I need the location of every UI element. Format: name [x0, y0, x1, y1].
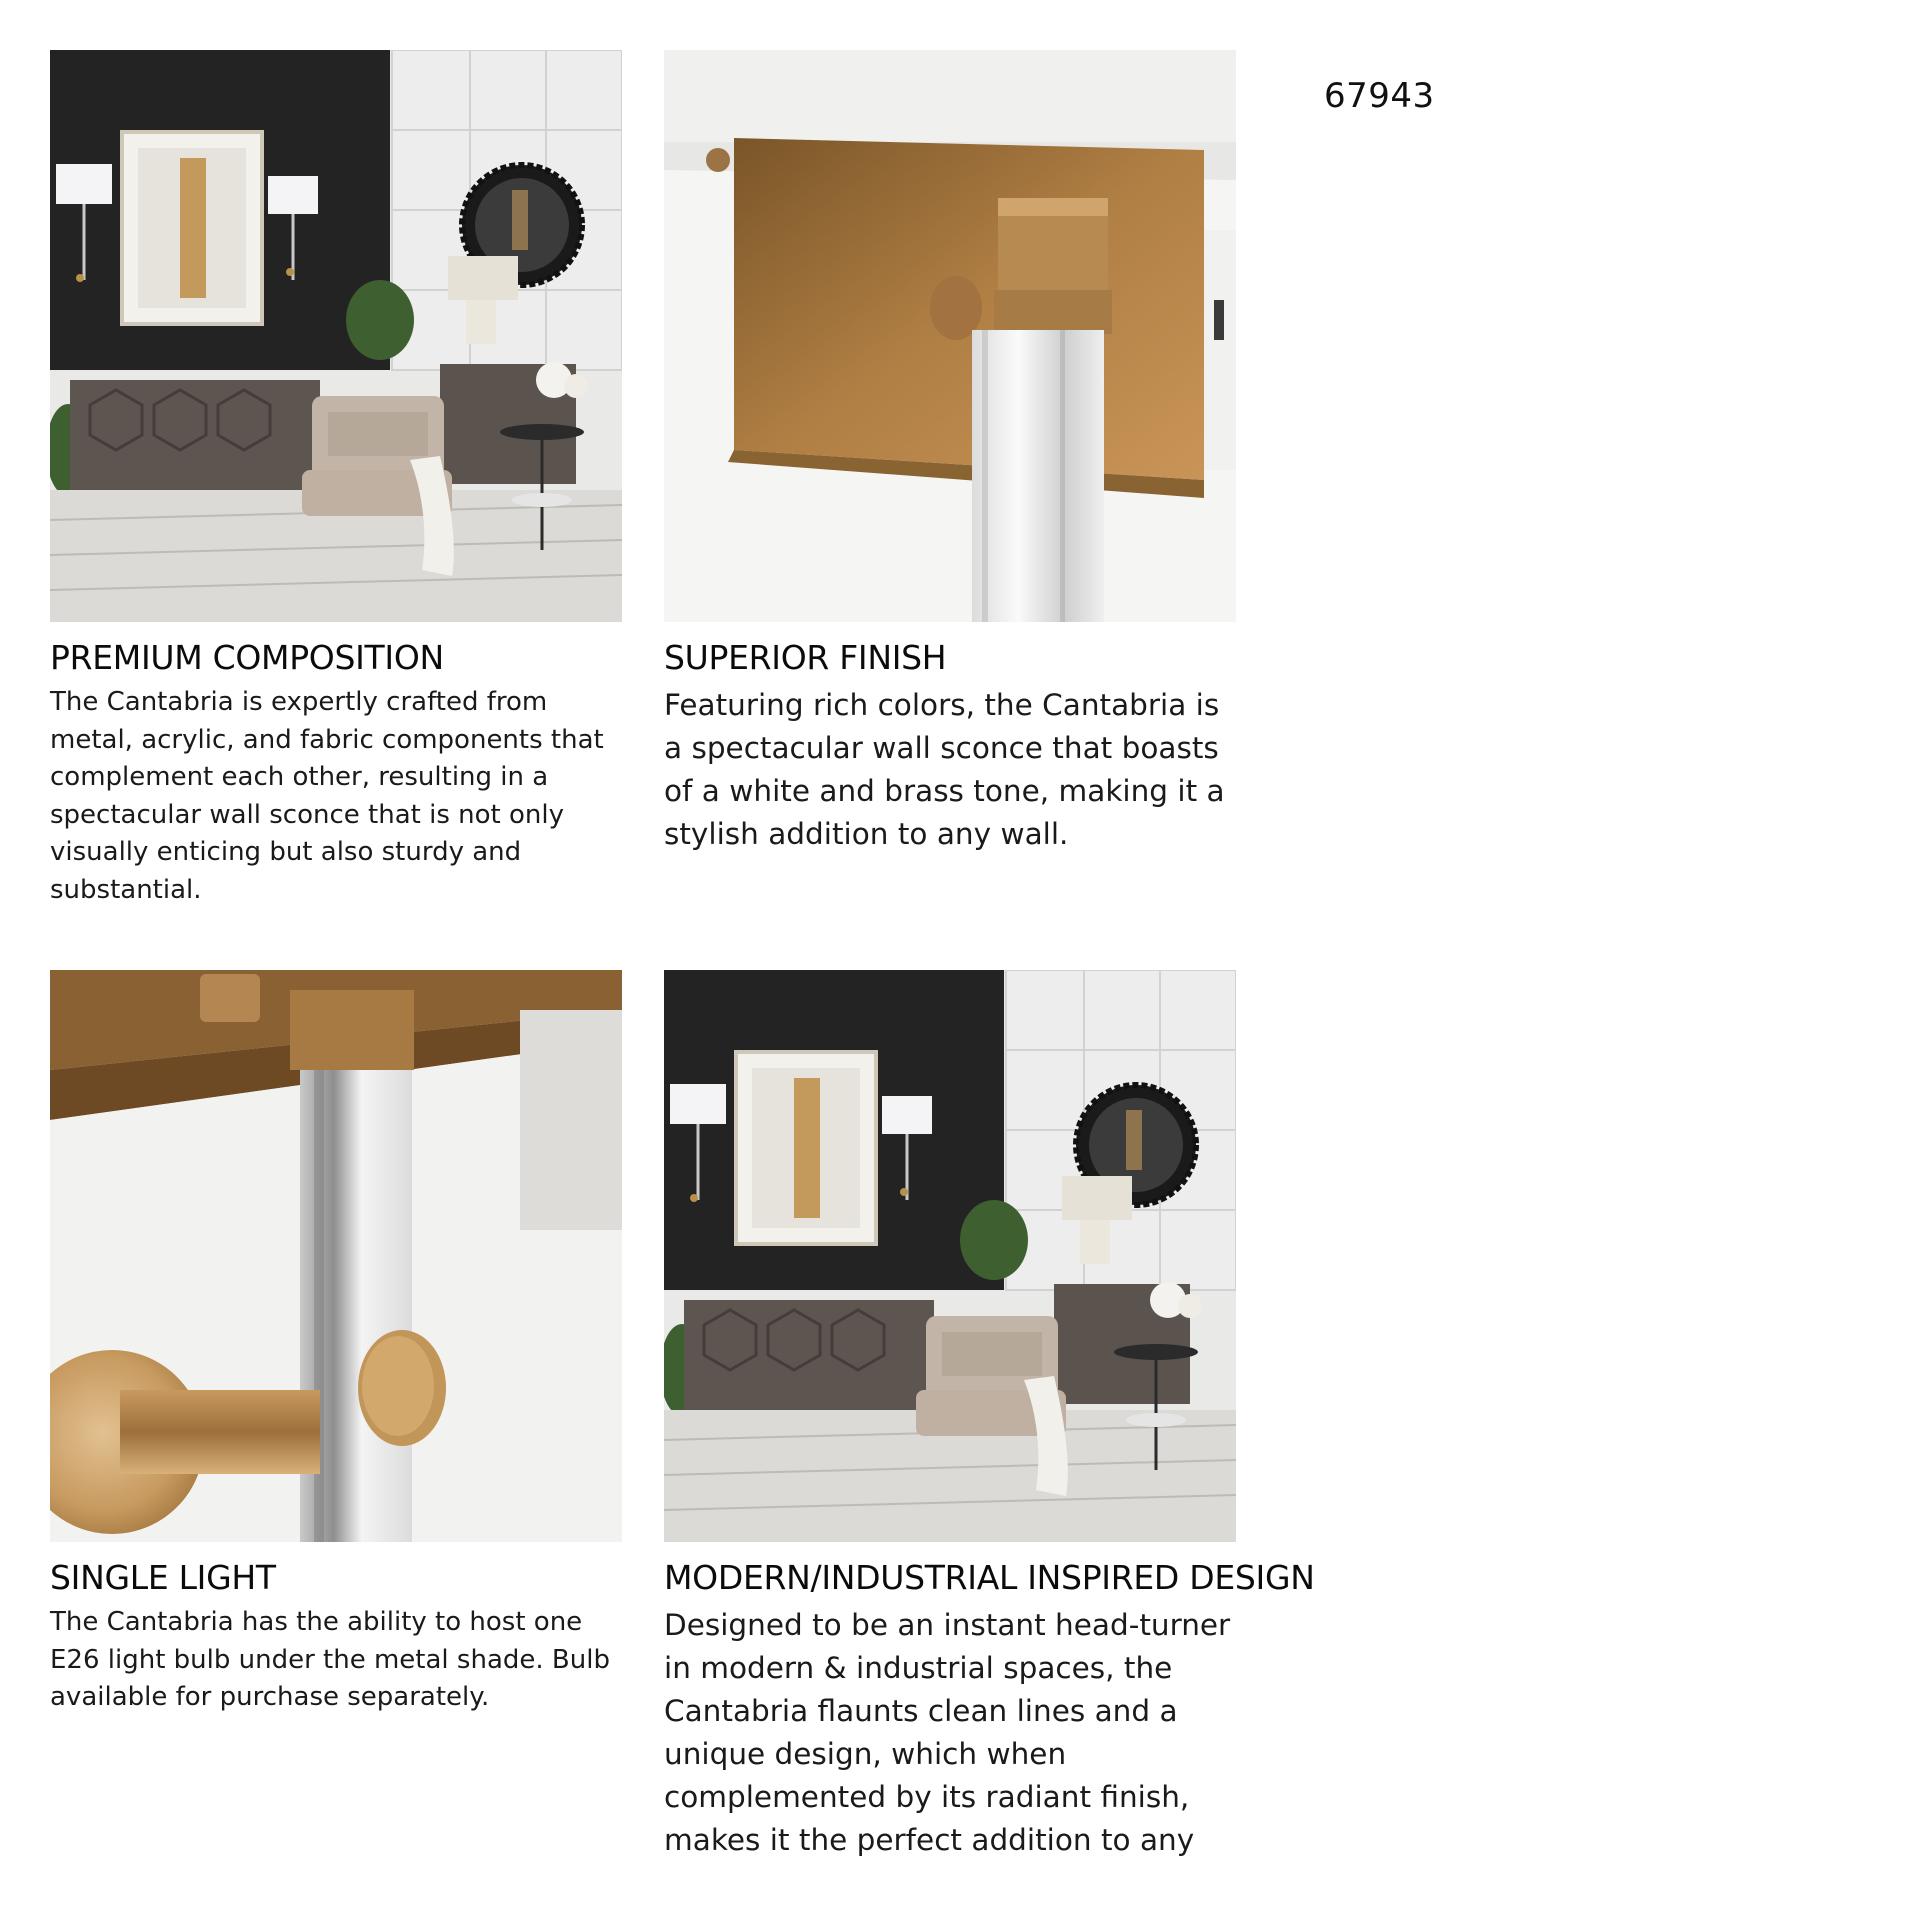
brass-finish-closeup-photo: [664, 50, 1236, 622]
feature-description: Designed to be an instant head-turner in modern & industrial spaces, the Cantabria flaunts clean lines and a unique design, which when complemented by its radiant finish, makes it the perfect addition to any: [664, 1608, 1231, 1857]
single-light-detail-photo: [50, 970, 622, 1542]
room-scene-photo: [50, 50, 622, 622]
feature-description: The Cantabria is expertly crafted from metal, acrylic, and fabric components that complement each other, resulting in a spectacular wall sconce that is not only visually enticing but also sturdy and substantial.: [50, 687, 604, 905]
feature-title: SUPERIOR FINISH: [664, 638, 947, 677]
feature-card-superior-finish: [664, 50, 1236, 856]
room-scene-photo: [664, 970, 1236, 1542]
product-sku: 67943: [1324, 76, 1435, 116]
feature-card-single-light: [50, 970, 622, 1717]
feature-description: The Cantabria has the ability to host one E26 light bulb under the metal shade. Bulb available for purchase separately.: [50, 1607, 610, 1712]
feature-description: Featuring rich colors, the Cantabria is a spectacular wall sconce that boasts of a white and brass tone, making it a stylish addition to any wall.: [664, 688, 1225, 851]
feature-card-modern-industrial-design: [664, 970, 1315, 1862]
feature-title: MODERN/INDUSTRIAL INSPIRED DESIGN: [664, 1558, 1315, 1597]
feature-title: PREMIUM COMPOSITION: [50, 638, 444, 677]
feature-card-premium-composition: [50, 50, 622, 909]
feature-title: SINGLE LIGHT: [50, 1558, 276, 1597]
